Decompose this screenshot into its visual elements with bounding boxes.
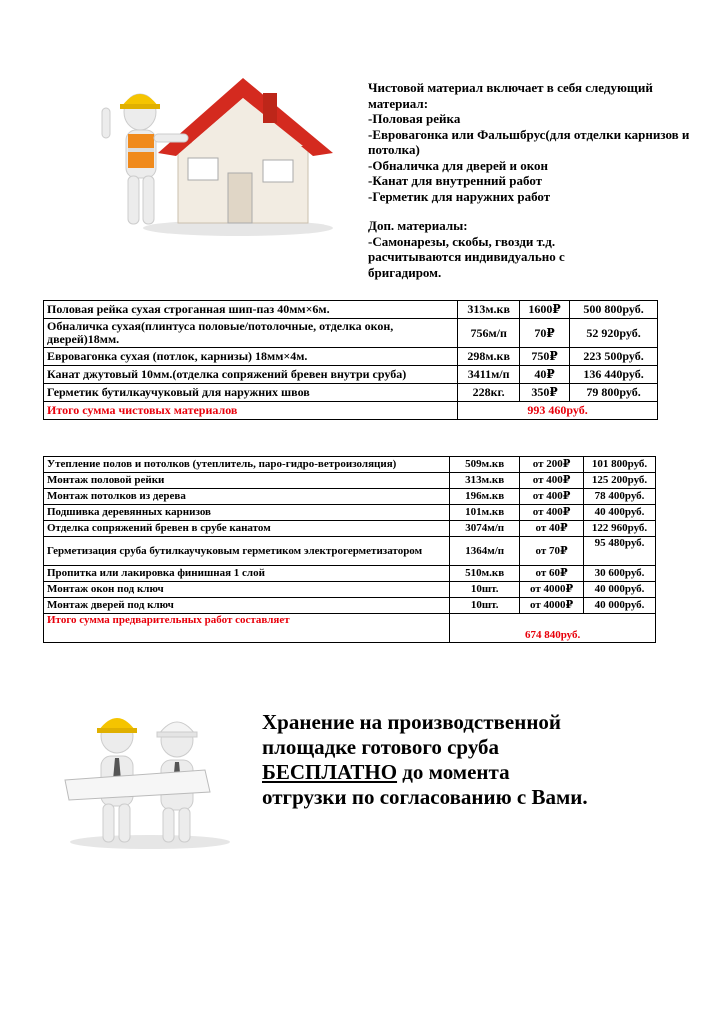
item-name: Обналичка сухая(плинтуса половые/потолочные, отделка окон, дверей)18мм. — [44, 319, 458, 348]
table-row — [44, 473, 656, 489]
work-name: Подшивка деревянных карнизов — [44, 505, 450, 521]
item-price: 40₽ — [520, 366, 570, 384]
work-price: от 400₽ — [520, 505, 584, 521]
work-total: 122 960руб. — [584, 521, 656, 537]
free-storage-notice — [262, 710, 702, 810]
storage-line: площадке готового сруба — [262, 735, 500, 759]
intro-item: -Половая рейка — [368, 111, 461, 126]
work-total: 101 800руб. — [584, 457, 656, 473]
work-total: 40 000руб. — [584, 582, 656, 598]
item-total: 79 800руб. — [570, 384, 658, 402]
total-value: 674 840руб. — [450, 614, 656, 643]
intro-item: -Обналичка для дверей и окон — [368, 157, 549, 173]
work-name: Утепление полов и потолков (утеплитель, паро-гидро-ветроизоляция) — [44, 457, 450, 473]
item-price: 70₽ — [520, 319, 570, 348]
item-qty: 298м.кв — [458, 348, 520, 366]
total-value: 993 460руб. — [458, 402, 658, 420]
preliminary-works-table — [43, 456, 656, 643]
item-price: 750₽ — [520, 348, 570, 366]
table-row — [44, 457, 656, 473]
storage-line — [262, 760, 702, 785]
work-qty: 313м.кв — [450, 473, 520, 489]
storage-line: отгрузки по согласованию с Вами. — [262, 785, 588, 809]
item-total: 500 800руб. — [570, 301, 658, 319]
table-row — [44, 348, 658, 366]
item-qty: 756м/п — [458, 319, 520, 348]
item-qty: 313м.кв — [458, 301, 520, 319]
work-qty: 3074м/п — [450, 521, 520, 537]
table-row — [44, 505, 656, 521]
work-name: Герметизация сруба бутилкаучуковым герметиком электрогерметизатором — [44, 537, 450, 566]
work-price: от 4000₽ — [520, 582, 584, 598]
intro-item: -Герметик для наружних работ — [368, 188, 551, 204]
item-qty: 3411м/п — [458, 366, 520, 384]
work-qty: 509м.кв — [450, 457, 520, 473]
work-total: 30 600руб. — [584, 566, 656, 582]
item-name: Герметик бутилкаучуковый для наружних швов — [44, 384, 458, 402]
finish-materials-intro — [368, 80, 698, 280]
table-row — [44, 489, 656, 505]
total-row — [44, 614, 656, 643]
work-total: 78 400руб. — [584, 489, 656, 505]
item-qty: 228кг. — [458, 384, 520, 402]
work-qty: 10шт. — [450, 582, 520, 598]
table-row — [44, 598, 656, 614]
item-price: 350₽ — [520, 384, 570, 402]
extra-materials-heading: Доп. материалы: — [368, 218, 468, 233]
work-total: 95 480руб. — [584, 537, 656, 566]
work-price: от 40₽ — [520, 521, 584, 537]
table-row — [44, 301, 658, 319]
work-name: Монтаж потолков из дерева — [44, 489, 450, 505]
work-qty: 10шт. — [450, 598, 520, 614]
work-price: от 400₽ — [520, 473, 584, 489]
work-qty: 1364м/п — [450, 537, 520, 566]
work-qty: 196м.кв — [450, 489, 520, 505]
work-price: от 60₽ — [520, 566, 584, 582]
work-total: 40 000руб. — [584, 598, 656, 614]
item-name: Канат джутовый 10мм.(отделка сопряжений бревен внутри сруба) — [44, 366, 458, 384]
table-row — [44, 582, 656, 598]
total-row — [44, 402, 658, 420]
work-name: Пропитка или лакировка финишная 1 слой — [44, 566, 450, 582]
work-name: Монтаж дверей под ключ — [44, 598, 450, 614]
item-total: 223 500руб. — [570, 348, 658, 366]
work-price: от 400₽ — [520, 489, 584, 505]
intro-item: -Евровагонка или Фальшбрус(для отделки карнизов и потолка) — [368, 126, 690, 157]
worker-house-illustration — [88, 68, 340, 240]
work-total: 40 400руб. — [584, 505, 656, 521]
item-total: 136 440руб. — [570, 366, 658, 384]
work-price: от 70₽ — [520, 537, 584, 566]
finish-materials-table — [43, 300, 658, 420]
storage-line: Хранение на производственной — [262, 710, 562, 734]
table-row — [44, 319, 658, 348]
work-name: Монтаж окон под ключ — [44, 582, 450, 598]
work-price: от 4000₽ — [520, 598, 584, 614]
work-qty: 101м.кв — [450, 505, 520, 521]
storage-line-rest: до момента — [397, 760, 510, 784]
total-label: Итого сумма предварительных работ составляет — [44, 614, 450, 643]
work-name: Отделка сопряжений бревен в срубе канатом — [44, 521, 450, 537]
work-name: Монтаж половой рейки — [44, 473, 450, 489]
work-qty: 510м.кв — [450, 566, 520, 582]
table-row — [44, 566, 656, 582]
item-name: Половая рейка сухая строганная шип-паз 40мм×6м. — [44, 301, 458, 319]
table-row — [44, 521, 656, 537]
free-emphasis: БЕСПЛАТНО — [262, 760, 398, 784]
workers-blueprint-illustration — [55, 700, 237, 852]
total-label: Итого сумма чистовых материалов — [44, 402, 458, 420]
item-price: 1600₽ — [520, 301, 570, 319]
table-row — [44, 537, 656, 566]
intro-heading: Чистовой материал включает в себя следующий материал: — [368, 80, 653, 111]
item-name: Евровагонка сухая (потлок, карнизы) 18мм×4м. — [44, 348, 458, 366]
extra-materials-text: -Самонарезы, скобы, гвозди т.д. расчитываются индивидуально с бригадиром. — [368, 233, 565, 280]
item-total: 52 920руб. — [570, 319, 658, 348]
table-row — [44, 384, 658, 402]
table-row — [44, 366, 658, 384]
work-price: от 200₽ — [520, 457, 584, 473]
intro-item: -Канат для внутренний работ — [368, 173, 543, 188]
work-total: 125 200руб. — [584, 473, 656, 489]
